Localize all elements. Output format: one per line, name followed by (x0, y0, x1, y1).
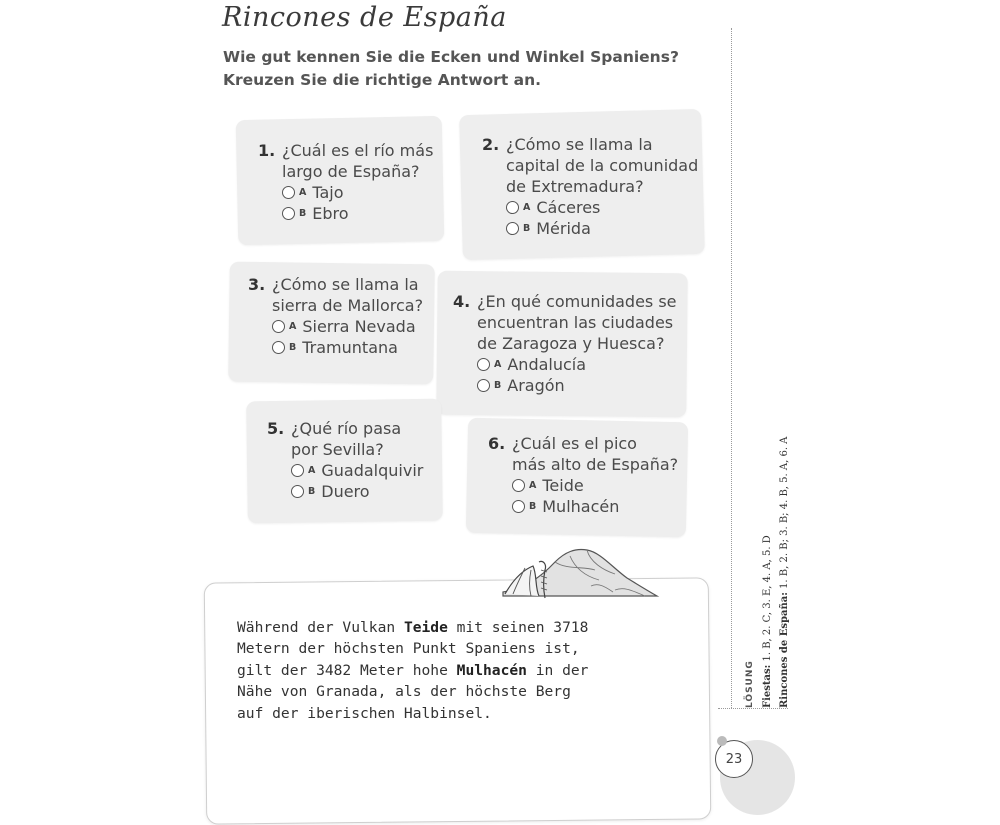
option-label: Andalucía (507, 355, 587, 374)
question-text-line: ¿Cuál es el pico (512, 434, 637, 453)
radio-circle-icon[interactable] (291, 464, 304, 477)
option-letter: B (289, 342, 297, 353)
question-2 (482, 134, 698, 239)
option-label: Sierra Nevada (302, 317, 416, 336)
option-b[interactable] (282, 203, 433, 224)
radio-circle-icon[interactable] (512, 500, 525, 513)
question-text-line: ¿Cómo se llama la (272, 275, 419, 294)
page-title: Rincones de España (222, 2, 507, 33)
option-a[interactable] (282, 182, 433, 203)
question-number: 1. (258, 141, 276, 160)
radio-circle-icon[interactable] (506, 222, 519, 235)
radio-circle-icon[interactable] (272, 341, 285, 354)
option-letter: B (494, 380, 502, 391)
option-letter: B (529, 501, 537, 512)
option-label: Ebro (312, 204, 349, 223)
note-highlight-mulhacen: Mulhacén (456, 661, 527, 679)
option-letter: A (289, 321, 297, 332)
option-letter: A (494, 359, 502, 370)
question-6 (488, 433, 678, 517)
note-text-segment: gilt der 3482 Meter hohe (237, 661, 457, 679)
solution-row-title: Rincones de España: (779, 592, 790, 708)
option-b[interactable] (477, 375, 677, 396)
mountain-illustration-icon (495, 540, 660, 610)
solution-row-answers: 1. B, 2. B; 3. B; 4. B, 5. A, 6. A (779, 436, 790, 593)
question-1 (258, 140, 433, 224)
radio-circle-icon[interactable] (282, 207, 295, 220)
option-label: Guadalquivir (321, 461, 424, 480)
question-number: 5. (267, 419, 285, 438)
option-letter: B (299, 208, 307, 219)
info-note-text (237, 617, 707, 724)
option-letter: B (308, 486, 316, 497)
option-b[interactable] (291, 481, 423, 502)
question-5 (267, 418, 423, 502)
option-label: Cáceres (536, 198, 601, 217)
note-text-segment: in der (526, 661, 589, 679)
note-line: auf der iberischen Halbinsel. (237, 704, 492, 722)
option-letter: B (523, 223, 531, 234)
option-label: Mérida (536, 219, 591, 238)
question-text-line: ¿En qué comunidades se (477, 292, 677, 311)
option-b[interactable] (272, 337, 423, 358)
option-label: Mulhacén (542, 497, 620, 516)
horizontal-divider (718, 708, 788, 709)
note-text-segment: Während der Vulkan (237, 619, 404, 636)
note-highlight-teide: Teide (403, 619, 448, 636)
option-b[interactable] (506, 218, 698, 239)
question-text-line: de Zaragoza y Huesca? (477, 334, 665, 353)
question-text-line: de Extremadura? (506, 177, 644, 196)
option-label: Teide (542, 476, 584, 495)
instructions (223, 46, 679, 92)
question-4 (453, 291, 677, 396)
question-text-line: ¿Qué río pasa (291, 419, 402, 438)
note-text-segment: mit seinen 3718 (447, 619, 589, 636)
radio-circle-icon[interactable] (506, 201, 519, 214)
radio-circle-icon[interactable] (477, 358, 490, 371)
solution-row-title: Fiestas: (762, 664, 773, 708)
solution-label: LÖSUNG (745, 660, 755, 708)
option-a[interactable] (272, 316, 423, 337)
note-line (237, 660, 707, 681)
option-letter: A (308, 465, 316, 476)
note-line: Metern der höchsten Punkt Spaniens ist, (237, 640, 580, 658)
radio-circle-icon[interactable] (477, 379, 490, 392)
radio-circle-icon[interactable] (291, 485, 304, 498)
instructions-line-1: Wie gut kennen Sie die Ecken und Winkel Spaniens? (223, 48, 679, 66)
option-label: Duero (321, 482, 370, 501)
question-number: 3. (248, 275, 266, 294)
option-a[interactable] (477, 354, 677, 375)
instructions-line-2: Kreuzen Sie die richtige Antwort an. (223, 71, 542, 89)
page-dot-decoration (717, 736, 727, 746)
option-letter: A (529, 480, 537, 491)
question-text-line: largo de España? (282, 162, 420, 181)
option-letter: A (299, 187, 307, 198)
option-label: Tajo (312, 183, 344, 202)
question-text-line: encuentran las ciudades (477, 313, 674, 332)
question-text-line: ¿Cómo se llama la (506, 135, 653, 154)
solution-row-fiestas (759, 408, 776, 708)
question-text-line: ¿Cuál es el río más (282, 141, 434, 160)
question-text-line: sierra de Mallorca? (272, 296, 424, 315)
option-a[interactable] (512, 475, 678, 496)
option-label: Aragón (507, 376, 565, 395)
vertical-divider (731, 28, 732, 708)
page-number: 23 (715, 740, 753, 778)
question-text-line: por Sevilla? (291, 440, 384, 459)
question-number: 4. (453, 292, 471, 311)
radio-circle-icon[interactable] (512, 479, 525, 492)
question-text-line: capital de la comunidad (506, 156, 699, 175)
option-letter: A (523, 202, 531, 213)
option-a[interactable] (506, 197, 698, 218)
solution-row-rincones (776, 408, 793, 708)
solution-row-answers: 1. B, 2. C, 3. E, 4. A, 5. D (762, 535, 773, 665)
question-number: 6. (488, 434, 506, 453)
option-label: Tramuntana (302, 338, 398, 357)
question-text-line: más alto de España? (512, 455, 679, 474)
radio-circle-icon[interactable] (272, 320, 285, 333)
option-b[interactable] (512, 496, 678, 517)
note-line: Nähe von Granada, als der höchste Berg (237, 683, 571, 701)
option-a[interactable] (291, 460, 423, 481)
question-3 (248, 274, 423, 358)
note-line (237, 617, 707, 638)
question-number: 2. (482, 135, 500, 154)
solution-sidebar (742, 408, 793, 708)
radio-circle-icon[interactable] (282, 186, 295, 199)
